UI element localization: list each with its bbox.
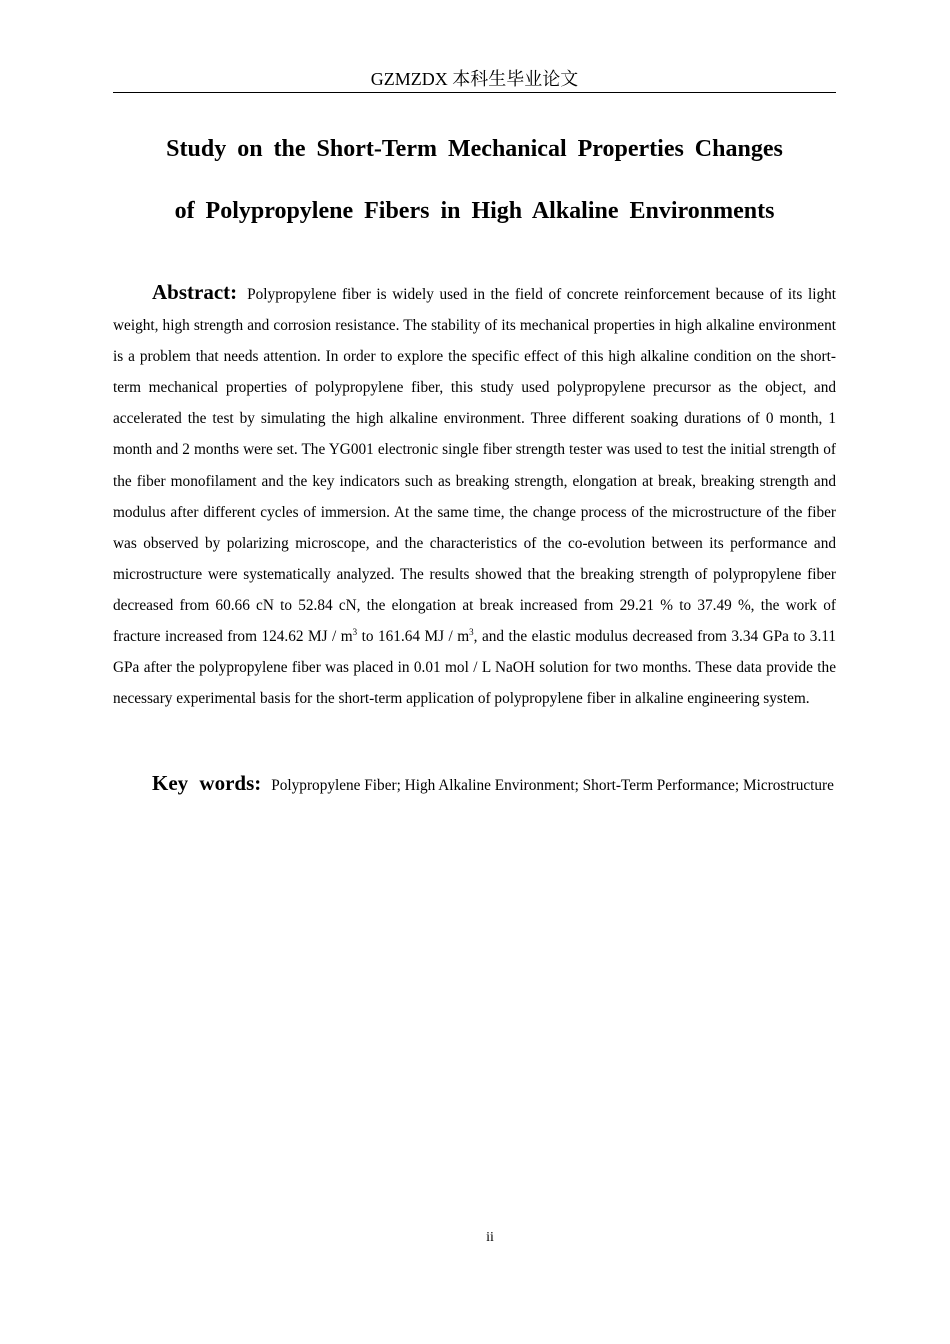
abstract-text-b: to 161.64 MJ / m: [357, 628, 470, 646]
title-line-1: Study on the Short-Term Mechanical Properties Changes: [166, 136, 783, 162]
superscript-1: 3: [352, 626, 358, 637]
superscript-2: 3: [469, 626, 474, 637]
abstract-text-c: , and the elastic modulus decreased from 3.34 GPa to 3.11 GPa after the polypropylene fiber was placed in 0.01 mol / L NaOH solution for two months. These data provide the necessary experimental basis for the short-term application of polypropylene fiber in alkaline engineering system.: [113, 628, 836, 708]
abstract-text-a: Polypropylene fiber is widely used in the field of concrete reinforcement because of its light weight, high strength and corrosion resistance. The stability of its mechanical properties in high alkaline environment is a problem that needs attention. In order to explore the specific effect of this high alkaline condition on the short-term mechanical properties of polypropylene fiber, this study used polypropylene precursor as the object, and accelerated the test by simulating the high alkaline environment. Three different soaking durations of 0 month, 1 month and 2 months were set. The YG001 electronic single fiber strength tester was used to test the initial strength of the fiber monofilament and the key indicators such as breaking strength, elongation at break, breaking strength and modulus after different cycles of immersion. At the same time, the change process of the microstructure of the fiber was observed by polarizing microscope, and the characteristics of the co-evolution between its performance and microstructure were systematically analyzed. The results showed that the breaking strength of polypropylene fiber decreased from 60.66 cN to 52.84 cN, the elongation at break increased from 29.21 % to 37.49 %, the work of fracture increased from 124.62 MJ / m: [113, 286, 836, 646]
abstract-label: Abstract:: [152, 280, 238, 304]
abstract-section: [113, 277, 836, 714]
keywords-label: Key words:: [152, 771, 262, 795]
abstract-paragraph: [113, 277, 836, 714]
keywords-text: Polypropylene Fiber; High Alkaline Environment; Short-Term Performance; Microstructure: [271, 777, 834, 794]
running-header: GZMZDX 本科生毕业论文: [113, 66, 836, 93]
thesis-title: [113, 118, 836, 242]
keywords-section: [113, 763, 836, 806]
page-number: ii: [486, 1230, 494, 1245]
title-line-2: of Polypropylene Fibers in High Alkaline Environments: [174, 198, 775, 224]
keywords-paragraph: [113, 763, 836, 806]
